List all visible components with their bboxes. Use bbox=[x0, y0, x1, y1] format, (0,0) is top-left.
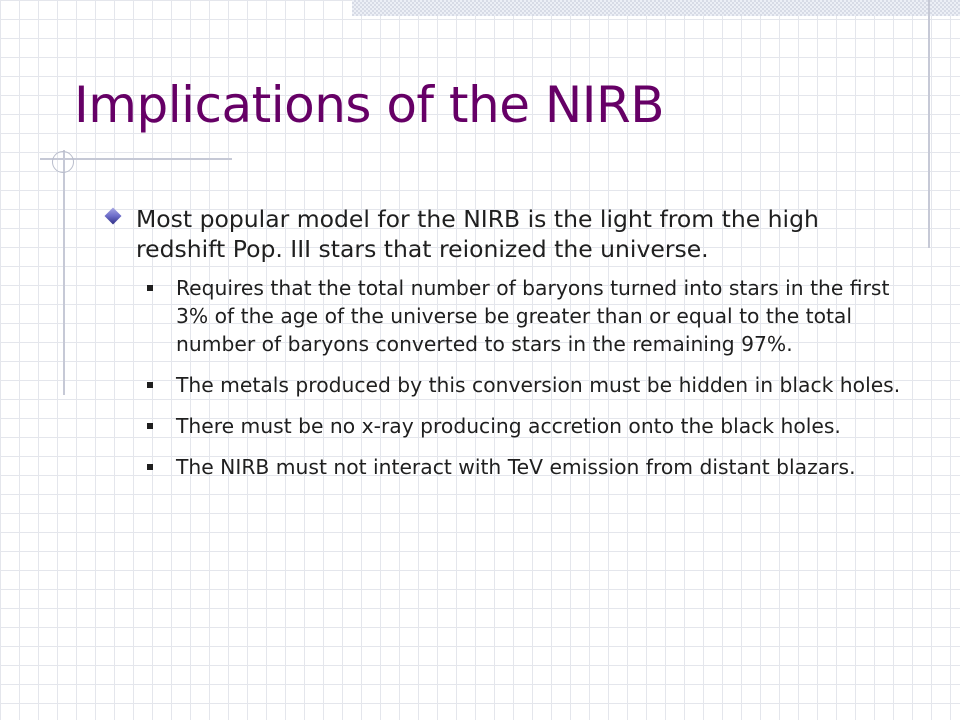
sub-bullet-text: There must be no x-ray producing accretion onto the black holes. bbox=[176, 414, 841, 438]
diamond-bullet-icon bbox=[105, 208, 122, 225]
sub-bullet bbox=[104, 371, 904, 399]
square-bullet-icon bbox=[147, 464, 153, 470]
decorative-vertical-line-left bbox=[63, 150, 65, 395]
decorative-vertical-line-right bbox=[928, 0, 930, 248]
square-bullet-icon bbox=[147, 285, 153, 291]
decorative-top-band bbox=[352, 0, 960, 16]
sub-bullet-text: Requires that the total number of baryons turned into stars in the first 3% of the age of the universe be greater than or equal to the total number of baryons converted to stars in the remaining 97%. bbox=[176, 276, 890, 356]
slide-title: Implications of the NIRB bbox=[74, 76, 665, 134]
square-bullet-icon bbox=[147, 423, 153, 429]
sub-bullet bbox=[104, 274, 904, 358]
main-bullet bbox=[104, 204, 904, 264]
sub-bullet-list bbox=[104, 274, 904, 481]
sub-bullet bbox=[104, 412, 904, 440]
slide-content bbox=[104, 204, 904, 494]
sub-bullet-text: The metals produced by this conversion must be hidden in black holes. bbox=[176, 373, 901, 397]
sub-bullet bbox=[104, 453, 904, 481]
decorative-circle-icon bbox=[52, 151, 74, 173]
square-bullet-icon bbox=[147, 382, 153, 388]
main-bullet-text: Most popular model for the NIRB is the light from the high redshift Pop. III stars that reionized the universe. bbox=[136, 205, 819, 263]
sub-bullet-text: The NIRB must not interact with TeV emission from distant blazars. bbox=[176, 455, 856, 479]
